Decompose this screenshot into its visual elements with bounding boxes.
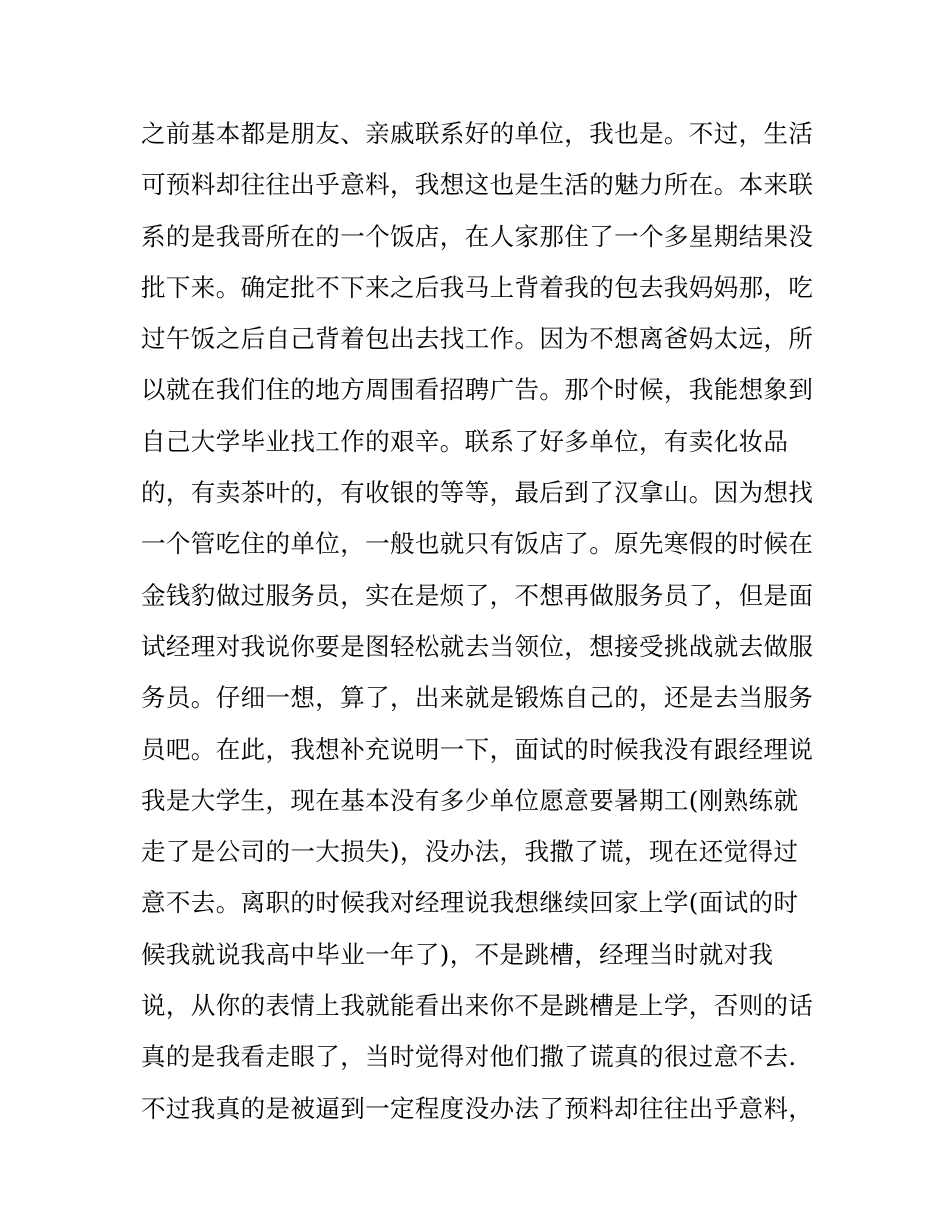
- text-line: 务员。仔细一想，算了，出来就是锻炼自己的，还是去当服务: [141, 683, 814, 713]
- text-line: 不过我真的是被逼到一定程度没办法了预料却往往出乎意料，: [141, 1093, 814, 1123]
- text-line: 的，有卖茶叶的，有收银的等等，最后到了汉拿山。因为想找: [141, 478, 814, 508]
- text-line: 批下来。确定批不下来之后我马上背着我的包去我妈妈那，吃: [141, 272, 814, 302]
- body-paragraph: [141, 108, 821, 1134]
- text-line: 之前基本都是朋友、亲戚联系好的单位，我也是。不过，生活: [141, 119, 814, 148]
- text-line: 过午饭之后自己背着包出去找工作。因为不想离爸妈太远，所: [141, 324, 814, 354]
- text-line: 说，从你的表情上我就能看出来你不是跳槽是上学，否则的话: [141, 991, 814, 1021]
- text-line: 系的是我哥所在的一个饭店，在人家那住了一个多星期结果没: [141, 221, 814, 251]
- text-line: 一个管吃住的单位，一般也就只有饭店了。原先寒假的时候在: [141, 529, 814, 559]
- text-line: 金钱豹做过服务员，实在是烦了，不想再做服务员了，但是面: [141, 580, 814, 610]
- text-line: 候我就说我高中毕业一年了)，不是跳槽，经理当时就对我: [141, 939, 774, 969]
- text-line: 可预料却往往出乎意料，我想这也是生活的魅力所在。本来联: [141, 170, 814, 200]
- text-line: 走了是公司的一大损失)，没办法，我撒了谎，现在还觉得过: [141, 837, 799, 867]
- text-line: 真的是我看走眼了，当时觉得对他们撒了谎真的很过意不去.: [141, 1042, 797, 1072]
- text-line: 以就在我们住的地方周围看招聘广告。那个时候，我能想象到: [141, 375, 814, 405]
- text-line: 意不去。离职的时候我对经理说我想继续回家上学(面试的时: [141, 888, 799, 918]
- text-line: 我是大学生，现在基本没有多少单位愿意要暑期工(刚熟练就: [141, 785, 799, 815]
- text-line: 员吧。在此，我想补充说明一下，面试的时候我没有跟经理说: [141, 734, 814, 764]
- text-line: 试经理对我说你要是图轻松就去当领位，想接受挑战就去做服: [141, 631, 814, 661]
- text-line: 自己大学毕业找工作的艰辛。联系了好多单位，有卖化妆品: [141, 426, 789, 456]
